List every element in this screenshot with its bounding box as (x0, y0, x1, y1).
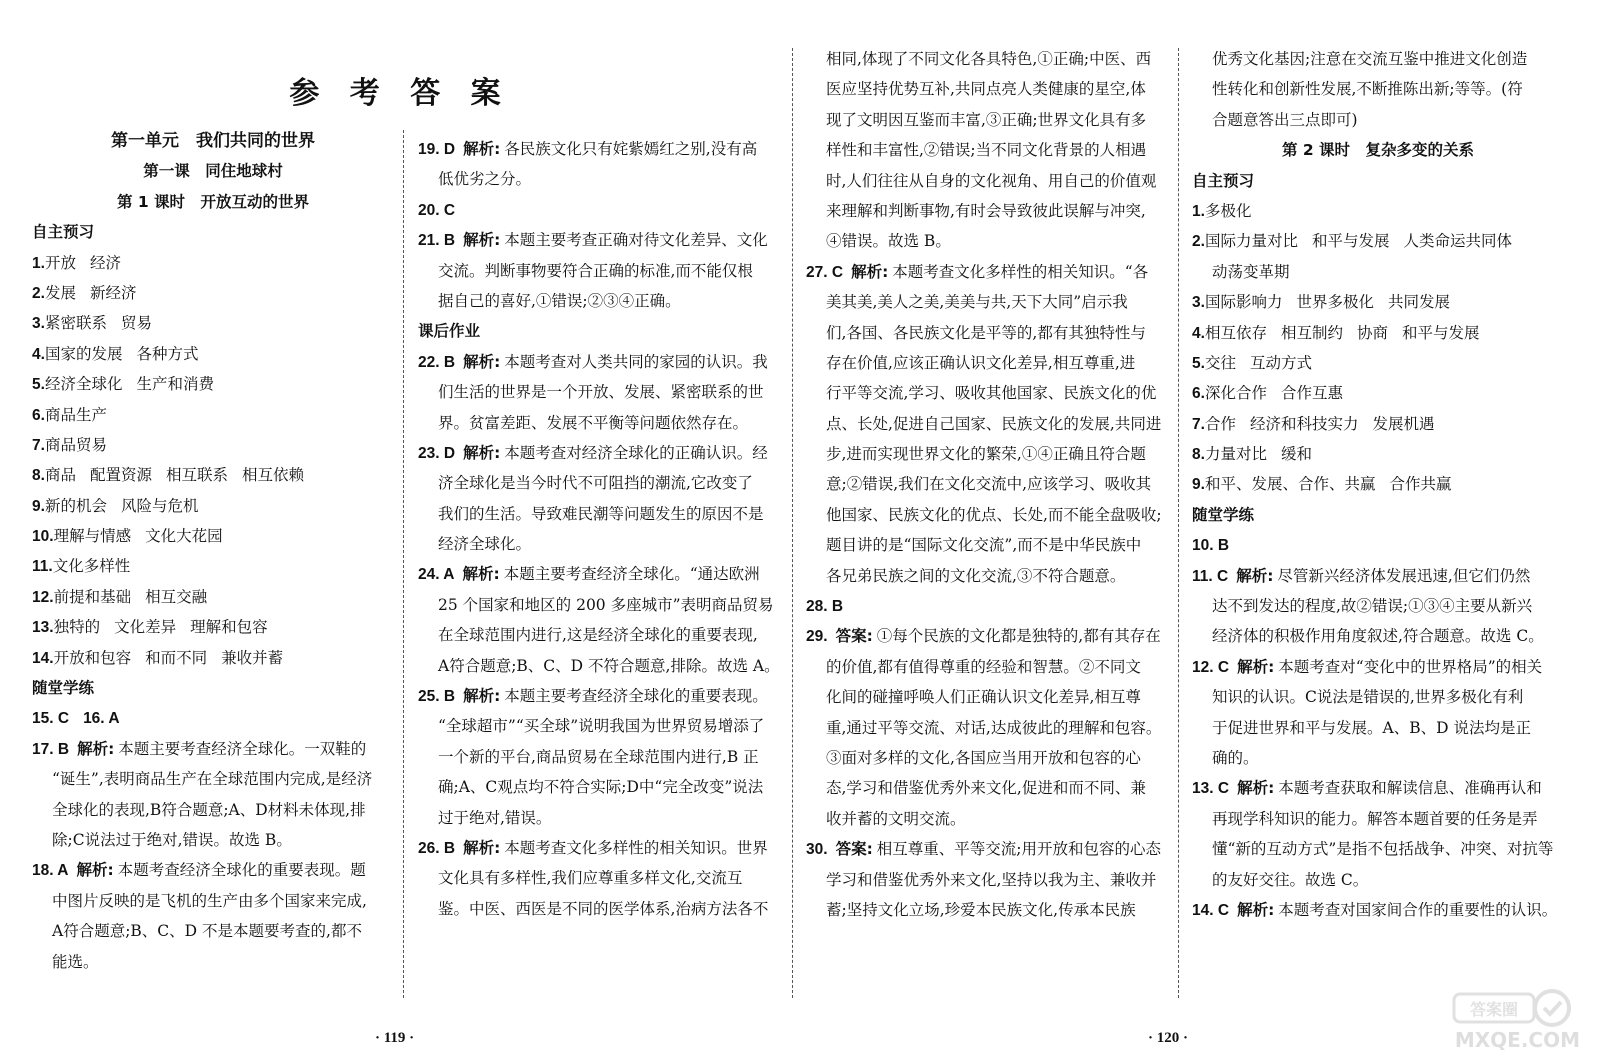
fill-answer: 9.和平、发展、合作、共赢 合作共赢 (1192, 475, 1452, 494)
fill-answer: 6.深化合作 合作互惠 (1192, 384, 1343, 403)
answer-item: 24. A 解析: 本题主要考查经济全球化。“通达欧洲 (418, 565, 760, 584)
fill-answer: 9.新的机会 风险与危机 (32, 496, 199, 515)
answer-text: 济全球化是当今时代不可阻挡的潮流,它改变了 (438, 474, 753, 493)
column-divider (1178, 48, 1179, 998)
fill-answer: 14.开放和包容 和而不同 兼收并蓄 (32, 648, 284, 667)
fill-answer: 3.国际影响力 世界多极化 共同发展 (1192, 293, 1450, 312)
answer-text: A符合题意;B、C、D 不符合题意,排除。故选 A。 (438, 656, 780, 675)
answer-text: 合题意答出三点即可) (1212, 110, 1358, 129)
answer-item: 19. D 解析: 各民族文化只有姹紫嫣红之别,没有高 (418, 140, 758, 158)
answer-text: 点、长处,促进自己国家、民族文化的发展,共同进 (826, 414, 1162, 433)
answer-text: “全球超市”“买全球”说明我国为世界贸易增添了 (438, 717, 765, 736)
fill-answer: 2.发展 新经济 (32, 283, 137, 302)
answer-item: 12. C 解析: 本题考查对“变化中的世界格局”的相关 (1192, 657, 1543, 676)
answer-text: 题目讲的是“国际文化交流”,而不是中华民族中 (826, 536, 1142, 555)
answer-text: 步,进而实现世界文化的繁荣,①④正确且符合题 (826, 445, 1146, 464)
answer-text: 态,学习和借鉴优秀外来文化,促进和而不同、兼 (826, 779, 1146, 798)
answer-text: 他国家、民族文化的优点、长处,而不能全盘吸收; (826, 505, 1162, 524)
answer-text: 化间的碰撞呼唤人们正确认识文化差异,相互尊 (826, 688, 1141, 707)
fill-answer: 3.紧密联系 贸易 (32, 314, 152, 333)
choice-answer: 28. B (806, 598, 844, 616)
column-2 (418, 134, 780, 924)
watermark-text: MXQE.COM (1454, 1028, 1580, 1052)
fill-answer: 12.前提和基础 相互交融 (32, 587, 208, 606)
fill-answer: 5.经济全球化 生产和消费 (32, 375, 214, 394)
answer-text: 知识的认识。C说法是错误的,世界多极化有利 (1212, 688, 1524, 707)
fill-answer: 10.理解与情感 文化大花园 (32, 527, 223, 546)
answer-text: 界。贫富差距、发展不平衡等问题依然存在。 (438, 413, 749, 432)
answer-text: 时,人们往往从自身的文化视角、用自己的价值观 (826, 171, 1157, 190)
answer-text: ④错误。故选 B。 (826, 232, 951, 251)
answer-text: 25 个国家和地区的 200 多座城市”表明商品贸易 (438, 595, 774, 614)
answer-item: 14. C 解析: 本题考查对国家间合作的重要性的认识。 (1192, 900, 1558, 919)
answer-text: 蓄;坚持文化立场,珍爱本民族文化,传承本民族 (826, 900, 1136, 919)
answer-text: 样性和丰富性,②错误;当不同文化背景的人相遇 (826, 141, 1147, 160)
unit-title: 第一单元 我们共同的世界 (111, 131, 315, 151)
page-number-left: · 119 · (375, 1030, 415, 1046)
answer-text: 再现学科知识的能力。解答本题首要的任务是弄 (1212, 809, 1538, 828)
answer-text: 全球化的表现,B符合题意;A、D材料未体现,排 (52, 800, 366, 819)
answer-text: 经济体的积极作用角度叙述,符合题意。故选 C。 (1212, 627, 1544, 646)
answer-text: 低优劣之分。 (438, 170, 532, 189)
answer-text: 我们的生活。导致难民潮等问题发生的原因不是 (438, 504, 764, 523)
column-4 (1192, 44, 1564, 925)
watermark-logo-icon (1440, 988, 1580, 1032)
fill-answer: 动荡变革期 (1212, 262, 1290, 281)
fill-answer: 4.国家的发展 各种方式 (32, 344, 199, 363)
answer-text: 现了文明因互鉴而丰富,③正确;世界文化具有多 (826, 110, 1147, 129)
answer-text: 文化具有多样性,我们应尊重多样文化,交流互 (438, 869, 743, 888)
fill-answer: 13.独特的 文化差异 理解和包容 (32, 618, 268, 637)
answer-text: 存在价值,应该正确认识文化差异,相互尊重,进 (826, 353, 1136, 372)
answer-text: 据自己的喜好,①错误;②③④正确。 (438, 291, 681, 310)
answer-text: 中图片反映的是飞机的生产由多个国家来完成, (52, 891, 367, 910)
watermark (1440, 988, 1580, 1058)
answer-text: 意;②错误,我们在文化交流中,应该学习、吸收其 (826, 475, 1152, 494)
answer-text: 在全球范围内进行,这是经济全球化的重要表现, (438, 626, 758, 645)
answer-item: 30. 答案: 相互尊重、平等交流;用开放和包容的心态 (806, 840, 1161, 859)
answer-text: 确的。 (1212, 748, 1259, 767)
answer-item: 11. C 解析: 尽管新兴经济体发展迅速,但它们仍然 (1192, 566, 1531, 585)
answer-item: 22. B 解析: 本题考查对人类共同的家园的认识。我 (418, 352, 768, 371)
answer-text: 除;C说法过于绝对,错误。故选 B。 (52, 830, 292, 849)
answer-text: 一个新的平台,商品贸易在全球范围内进行,B 正 (438, 747, 759, 766)
answer-item: 17. B 解析: 本题主要考查经济全球化。一双鞋的 (32, 739, 367, 758)
lesson-title: 第一课 同住地球村 (143, 162, 283, 181)
answer-text: 各兄弟民族之间的文化交流,③不符合题意。 (826, 566, 1126, 585)
answer-item: 25. B 解析: 本题主要考查经济全球化的重要表现。 (418, 687, 768, 706)
answer-text: 能选。 (52, 952, 99, 971)
choice-answer: 15. C 16. A (32, 710, 120, 728)
fill-answer: 1.多极化 (1192, 201, 1252, 220)
answer-text: 重,通过平等交流、对话,达成彼此的理解和包容。 (826, 718, 1162, 737)
answer-text: 的价值,都有值得尊重的经验和智慧。②不同文 (826, 657, 1141, 676)
page-title: 参 考 答 案 (289, 76, 511, 111)
answer-text: 懂“新的互动方式”是指不包括战争、冲突、对抗等 (1212, 840, 1554, 859)
answer-text: “诞生”,表明商品生产在全球范围内完成,是经济 (52, 770, 373, 789)
section-heading: 自主预习 (32, 223, 95, 242)
answer-text: 优秀文化基因;注意在交流互鉴中推进文化创造 (1212, 50, 1528, 68)
answer-text: 收并蓄的文明交流。 (826, 809, 966, 828)
answer-text: 达不到发达的程度,故②错误;①③④主要从新兴 (1212, 597, 1533, 616)
fill-answer: 7.合作 经济和科技实力 发展机遇 (1192, 414, 1435, 433)
session-title: 第 1 课时 开放互动的世界 (116, 192, 310, 211)
fill-answer: 7.商品贸易 (32, 435, 107, 454)
answer-item: 18. A 解析: 本题考查经济全球化的重要表现。题 (32, 861, 366, 880)
fill-answer: 8.商品 配置资源 相互联系 相互依赖 (32, 466, 304, 485)
answer-text: 鉴。中医、西医是不同的医学体系,治病方法各不 (438, 899, 769, 918)
fill-answer: 6.商品生产 (32, 405, 107, 424)
answer-item: 21. B 解析: 本题主要考查正确对待文化差异、文化 (418, 231, 768, 250)
answer-item: 13. C 解析: 本题考查获取和解读信息、准确再认和 (1192, 779, 1542, 798)
fill-answer: 8.力量对比 缓和 (1192, 445, 1312, 464)
answer-text: 来理解和判断事物,有时会导致彼此误解与冲突, (826, 201, 1146, 220)
svg-text:答案圈: 答案圈 (1469, 1000, 1519, 1019)
answer-item: 27. C 解析: 本题考查文化多样性的相关知识。“各 (806, 262, 1149, 281)
answer-text: 确;A、C观点均不符合实际;D中“完全改变”说法 (438, 778, 764, 797)
answer-text: 经济全球化。 (438, 535, 532, 554)
choice-answer: 10. B (1192, 537, 1230, 555)
section-heading: 随堂学练 (1192, 505, 1255, 524)
section-heading: 自主预习 (1192, 171, 1255, 190)
column-1 (32, 126, 394, 977)
answer-text: A符合题意;B、C、D 不是本题要考查的,都不 (52, 922, 362, 941)
fill-answer: 11.文化多样性 (32, 557, 131, 576)
answer-text: 学习和借鉴优秀外来文化,坚持以我为主、兼收并 (826, 870, 1157, 889)
column-divider (403, 130, 404, 998)
section-heading: 课后作业 (418, 322, 481, 341)
answer-text: ③面对多样的文化,各国应当用开放和包容的心 (826, 748, 1141, 767)
answer-text: 相同,体现了不同文化各具特色,①正确;中医、西 (826, 50, 1152, 68)
fill-answer: 1.开放 经济 (32, 253, 121, 272)
answer-text: 行平等交流,学习、吸收其他国家、民族文化的优 (826, 384, 1157, 403)
section-heading: 随堂学练 (32, 679, 95, 698)
fill-answer: 4.相互依存 相互制约 协商 和平与发展 (1192, 323, 1480, 342)
session-title: 第 2 课时 复杂多变的关系 (1281, 141, 1475, 160)
answer-text: 于促进世界和平与发展。A、B、D 说法均是正 (1212, 718, 1531, 737)
column-3 (806, 44, 1164, 925)
answer-text: 们生活的世界是一个开放、发展、紧密联系的世 (438, 383, 764, 402)
answer-item: 29. 答案: ①每个民族的文化都是独特的,都有其存在 (806, 627, 1161, 646)
fill-answer: 5.交往 互动方式 (1192, 353, 1312, 372)
answer-text: 美其美,美人之美,美美与共,天下大同”启示我 (826, 293, 1128, 312)
answer-item: 26. B 解析: 本题考查文化多样性的相关知识。世界 (418, 838, 768, 857)
page-number-right: · 120 · (1148, 1030, 1189, 1046)
answer-text: 们,各国、各民族文化是平等的,都有其独特性与 (826, 323, 1146, 342)
answer-text: 医应坚持优势互补,共同点亮人类健康的星空,体 (826, 80, 1146, 99)
answer-text: 的友好交往。故选 C。 (1212, 870, 1369, 889)
answer-text: 过于绝对,错误。 (438, 808, 552, 827)
answer-text: 交流。判断事物要符合正确的标准,而不能仅根 (438, 261, 753, 280)
column-divider (792, 48, 793, 998)
choice-answer: 20. C (418, 201, 456, 219)
fill-answer: 2.国际力量对比 和平与发展 人类命运共同体 (1192, 232, 1512, 251)
answer-text: 性转化和创新性发展,不断推陈出新;等等。(符 (1212, 80, 1523, 99)
answer-item: 23. D 解析: 本题考查对经济全球化的正确认识。经 (418, 443, 768, 462)
